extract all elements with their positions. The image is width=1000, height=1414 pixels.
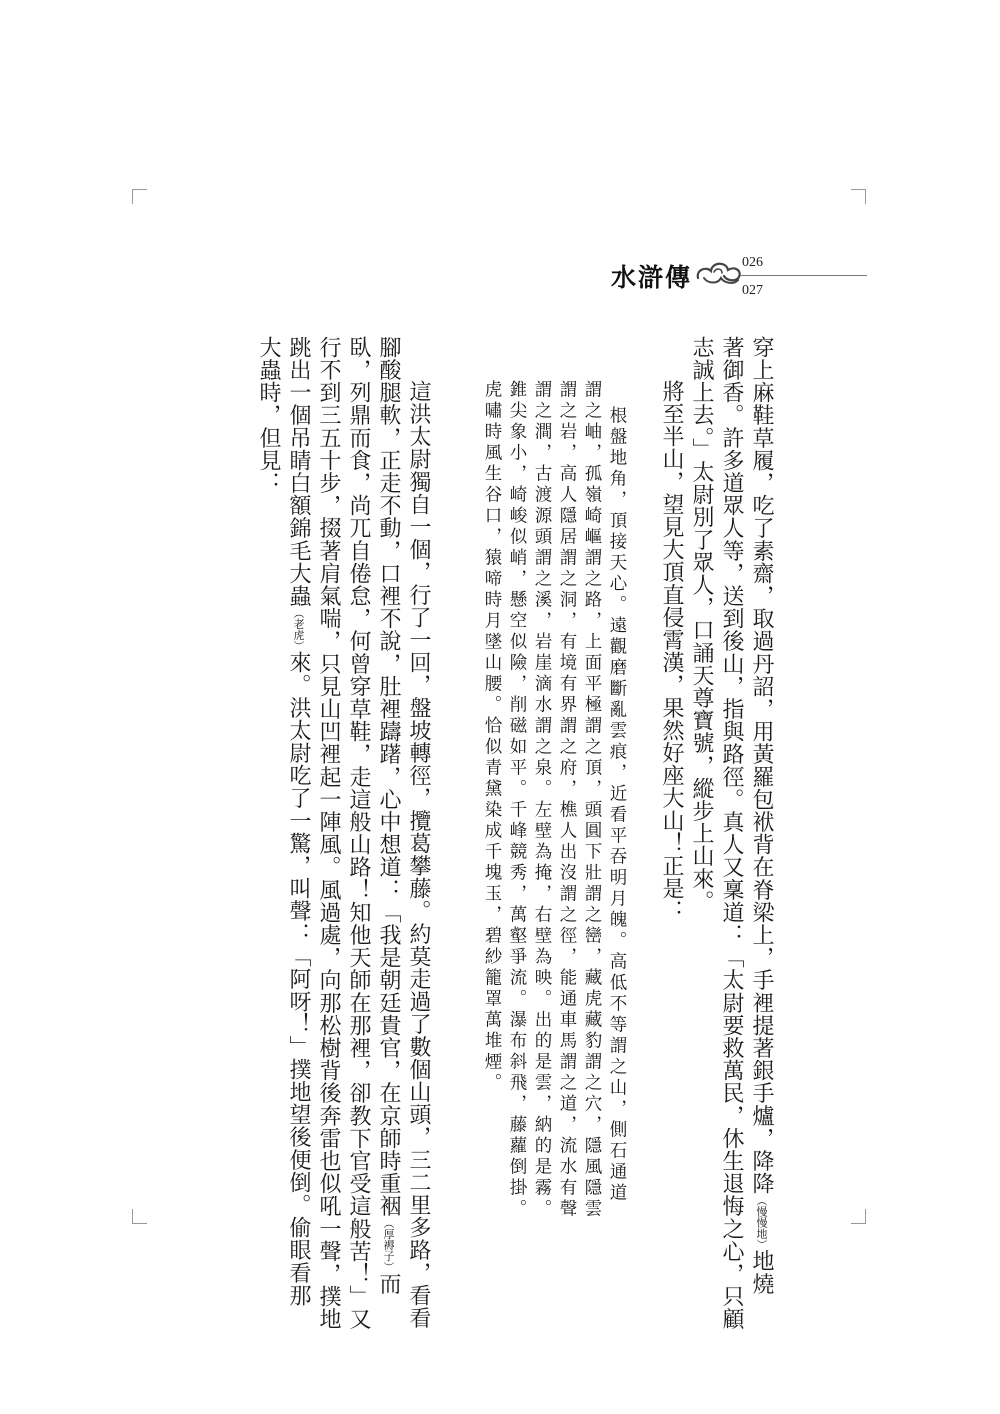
header-rule: [740, 275, 867, 276]
prose-line: 著御香。許多道眾人等，送到後山，指與路徑。真人又稟道：「太尉要救萬民，休生退悔之心，只顧: [719, 336, 744, 1331]
crop-mark-top-left-v: [132, 189, 133, 204]
prose-line: [283, 336, 313, 1307]
prose-text: 跳出一個吊睛白額錦毛大蟲: [286, 336, 311, 608]
page-number-right: 027: [742, 283, 763, 298]
prose-text: 穿上麻鞋草履，吃了素齋，取過丹詔，用黃羅包袱背在脊梁上，手裡提著銀手爐，降降: [749, 336, 774, 1195]
prose-line: [373, 336, 403, 1295]
verse-line: 謂之澗，古渡源頭謂之溪，岩崖滴水謂之泉。左壁為掩，右壁為映。出的是雲，納的是霧。: [532, 380, 552, 1220]
prose-line: 志誠上去。」太尉別了眾人，口誦天尊寶號，縱步上山來。: [689, 336, 714, 913]
prose-text: 來。洪太尉吃了一驚，叫聲：「阿呀！」撲地望後便倒。偷眼看那: [286, 651, 311, 1307]
verse-line: 根盤地角，頂接天心。遠觀磨斷亂雲痕，近看平吞明月魄。高低不等謂之山，側石通道: [607, 406, 627, 1204]
prose-line: 大蟲時，但見：: [256, 336, 281, 495]
prose-text: 而: [376, 1272, 401, 1296]
crop-mark-bottom-left-h: [132, 1223, 147, 1224]
prose-text: 地燒: [749, 1249, 774, 1296]
prose-line: 將至半山，望見大頂直侵霄漢，果然好座大山！正是：: [659, 380, 684, 923]
verse-line: 虎嘯時風生谷口，猿啼時月墜山腰。恰似青黛染成千塊玉，碧紗籠罩萬堆煙。: [482, 380, 502, 1094]
gloss-annotation: （老虎）: [292, 607, 305, 652]
prose-line: 行不到三五十步，掇著肩氣喘，只見山凹裡起一陣風。風過處，向那松樹背後奔雷也似吼一聲，撲地: [316, 336, 341, 1331]
prose-line: 這洪太尉獨自一個，行了一回，盤坡轉徑，攬葛攀藤。約莫走過了數個山頭，三二里多路，看看: [406, 380, 431, 1330]
gloss-annotation: （厚褥子）: [382, 1217, 395, 1273]
cloud-ornament-icon: [694, 256, 744, 290]
crop-mark-top-right-h: [851, 189, 866, 190]
crop-mark-bottom-right-v: [865, 1209, 866, 1224]
running-book-title: 水滸傳: [610, 263, 692, 292]
crop-mark-bottom-right-h: [851, 1223, 866, 1224]
crop-mark-top-right-v: [865, 189, 866, 204]
verse-line: 錐尖象小，崎峻似峭，懸空似險，削磁如平。千峰競秀，萬壑爭流。瀑布斜飛，藤蘿倒掛。: [507, 380, 527, 1220]
crop-mark-top-left-h: [132, 189, 147, 190]
page-number-left: 026: [742, 255, 763, 270]
prose-line: 臥，列鼎而食，尚兀自倦怠，何曾穿草鞋，走這般山路！知他天師在那裡，卻教下官受這般苦！」又: [346, 336, 371, 1331]
prose-line: [746, 336, 776, 1295]
prose-text: 腳酸腿軟，正走不動，口裡不說，肚裡躊躇，心中想道：「我是朝廷貴官，在京師時重裀: [376, 336, 401, 1218]
verse-line: 謂之岫，孤嶺崎嶇謂之路，上面平極謂之頂，頭圓下壯謂之巒，藏虎藏豹謂之穴，隱風隱雲: [582, 380, 602, 1220]
crop-mark-bottom-left-v: [132, 1209, 133, 1224]
gloss-annotation: （慢慢地）: [755, 1194, 768, 1250]
verse-line: 謂之岩，高人隱居謂之洞，有境有界謂之府，樵人出沒謂之徑，能通車馬謂之道，流水有聲: [557, 380, 577, 1220]
